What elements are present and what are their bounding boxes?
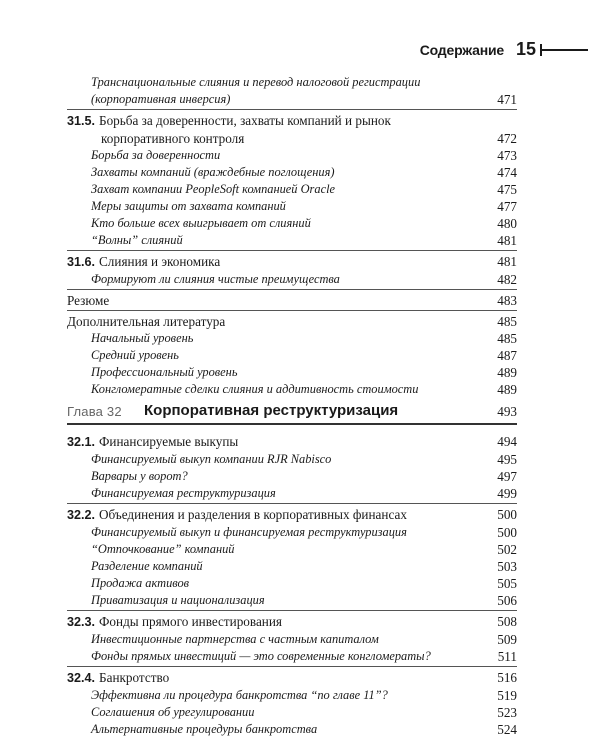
toc-entry (67, 198, 517, 215)
toc-entry (67, 147, 517, 164)
toc-entry-text: Инвестиционные партнерства с частным капиталом (91, 631, 379, 646)
section-title: Слияния и экономика (99, 254, 221, 269)
toc-entry-page: 503 (497, 558, 517, 574)
toc-entry (67, 451, 517, 468)
toc-entry-page: 495 (497, 451, 517, 467)
toc-entry-text: Меры защиты от захвата компаний (91, 199, 286, 213)
toc-entry (67, 541, 517, 558)
toc-entry-page: 471 (497, 92, 517, 107)
toc-entry-page: 475 (497, 182, 517, 197)
toc-entry (67, 648, 517, 665)
toc-entry-page: 516 (497, 669, 517, 685)
toc-entry-text: Эффективна ли процедура банкротства “по главе 11”? (91, 687, 388, 702)
divider (67, 503, 517, 504)
toc-section-32-4 (67, 669, 517, 687)
toc-entry-page: 481 (497, 254, 517, 269)
chapter-label: Глава 32 (67, 404, 122, 419)
table-of-contents (67, 74, 517, 738)
toc-section-32-2 (67, 506, 517, 524)
toc-entry-text: “Волны” слияний (91, 233, 183, 247)
toc-entry-page: 489 (497, 365, 517, 380)
section-number: 32.1. (67, 434, 96, 449)
divider (67, 250, 517, 251)
chapter-heading (67, 401, 517, 423)
toc-entry-page: 489 (497, 382, 517, 397)
section-number: 32.4. (67, 670, 96, 685)
toc-entry-text: Варвары у ворот? (91, 468, 188, 483)
section-number: 32.3. (67, 614, 96, 629)
toc-entry (67, 468, 517, 485)
toc-entry (67, 687, 517, 704)
toc-section-32-3 (67, 613, 517, 631)
toc-entry-text: Профессиональный уровень (91, 365, 238, 379)
toc-entry-text: Финансируемая реструктуризация (91, 485, 276, 500)
running-head-title: Содержание (419, 41, 504, 58)
toc-entry-text: Альтернативные процедуры банкротства (91, 721, 318, 736)
section-title: Банкротство (99, 669, 170, 685)
section-number: 31.5. (67, 114, 96, 128)
toc-entry-page: 494 (497, 433, 517, 449)
toc-entry-text: Кто больше всех выигрывает от слияний (91, 216, 311, 230)
toc-entry (67, 164, 517, 181)
toc-entry (67, 271, 517, 288)
toc-entry (67, 330, 517, 347)
toc-section-31-5 (67, 112, 517, 147)
toc-entry-page: 500 (497, 524, 517, 540)
toc-entry-text: Захват компании PeopleSoft компанией Oracle (91, 182, 336, 196)
toc-entry-page: 511 (497, 648, 517, 664)
toc-entry-page: 487 (497, 348, 517, 363)
toc-entry (67, 232, 517, 249)
divider (67, 666, 517, 667)
toc-entry-page: 523 (497, 704, 517, 720)
chapter-page: 493 (497, 404, 517, 419)
toc-entry-page: 477 (497, 199, 517, 214)
chapter-title: Корпоративная реструктуризация (144, 402, 399, 419)
toc-entry-page: 506 (497, 592, 517, 608)
toc-entry-text: Финансируемый выкуп компании RJR Nabisco (91, 451, 332, 466)
toc-entry-text: Приватизация и национализация (91, 592, 265, 607)
divider (67, 109, 517, 110)
toc-entry (67, 592, 517, 609)
section-title-cont: корпоративного контроля (101, 131, 245, 146)
toc-entry-page: 485 (497, 331, 517, 346)
toc-entry-text: Транснациональные слияния и перевод налоговой регистрации (корпоративная инверсия) (91, 75, 421, 106)
toc-entry (67, 215, 517, 232)
toc-entry-page: 499 (497, 485, 517, 501)
toc-entry-page: 474 (497, 165, 517, 180)
toc-entry-text: Захваты компаний (враждебные поглощения) (91, 165, 335, 179)
toc-section-32-1 (67, 433, 517, 451)
toc-entry-page: 497 (497, 468, 517, 484)
section-number: 32.2. (67, 507, 96, 522)
divider (67, 310, 517, 311)
toc-entry-page: 483 (497, 293, 517, 308)
toc-entry-text: Резюме (67, 293, 110, 308)
toc-entry-page: 508 (497, 613, 517, 629)
toc-entry-page: 473 (497, 148, 517, 163)
toc-entry-text: Дополнительная литература (67, 314, 226, 329)
toc-entry (67, 381, 517, 398)
toc-entry-page: 480 (497, 216, 517, 231)
toc-entry-text: Начальный уровень (91, 331, 194, 345)
section-title: Финансируемые выкупы (99, 433, 239, 449)
toc-entry-text: “Отпочкование” компаний (91, 541, 235, 556)
toc-entry (67, 364, 517, 381)
toc-section-31-6 (67, 253, 517, 271)
section-title: Борьба за доверенности, захваты компаний и рынок (99, 113, 391, 128)
toc-entry-page: 481 (497, 233, 517, 248)
toc-entry (67, 575, 517, 592)
toc-entry-page: 524 (497, 721, 517, 737)
toc-entry (67, 181, 517, 198)
toc-entry-page: 505 (497, 575, 517, 591)
toc-entry (67, 485, 517, 502)
toc-entry (67, 524, 517, 541)
toc-entry-page: 502 (497, 541, 517, 557)
divider (67, 289, 517, 290)
toc-entry-page: 509 (497, 631, 517, 647)
running-head-rule (540, 49, 588, 51)
toc-entry (67, 631, 517, 648)
toc-entry-text: Формируют ли слияния чистые преимущества (91, 272, 340, 286)
toc-entry-text: Борьба за доверенности (91, 148, 221, 162)
running-head (420, 39, 588, 60)
toc-entry-page: 500 (497, 506, 517, 522)
toc-entry (67, 704, 517, 721)
toc-entry (67, 558, 517, 575)
section-number: 31.6. (67, 255, 96, 269)
toc-entry (67, 721, 517, 738)
toc-entry-text: Соглашения об урегулировании (91, 704, 255, 719)
toc-entry-text: Фонды прямых инвестиций — это современные конгломераты? (91, 648, 431, 663)
divider (67, 610, 517, 611)
toc-entry-page: 482 (497, 272, 517, 287)
toc-entry-page: 472 (497, 131, 517, 146)
toc-entry-further-reading (67, 313, 517, 330)
section-title: Объединения и разделения в корпоративных финансах (99, 506, 407, 522)
toc-entry-text: Средний уровень (91, 348, 179, 362)
toc-entry-text: Разделение компаний (91, 558, 203, 573)
toc-entry-page: 485 (497, 314, 517, 329)
toc-entry-text: Конгломератные сделки слияния и аддитивность стоимости (91, 382, 419, 396)
toc-entry (67, 347, 517, 364)
toc-entry-text: Финансируемый выкуп и финансируемая реструктуризация (91, 524, 407, 539)
toc-entry-resume (67, 292, 517, 309)
toc-entry (67, 74, 517, 108)
chapter-rule (67, 423, 517, 425)
toc-entry-page: 519 (497, 687, 517, 703)
page-number: 15 (515, 39, 536, 59)
section-title: Фонды прямого инвестирования (99, 613, 282, 629)
toc-entry-text: Продажа активов (91, 575, 190, 590)
